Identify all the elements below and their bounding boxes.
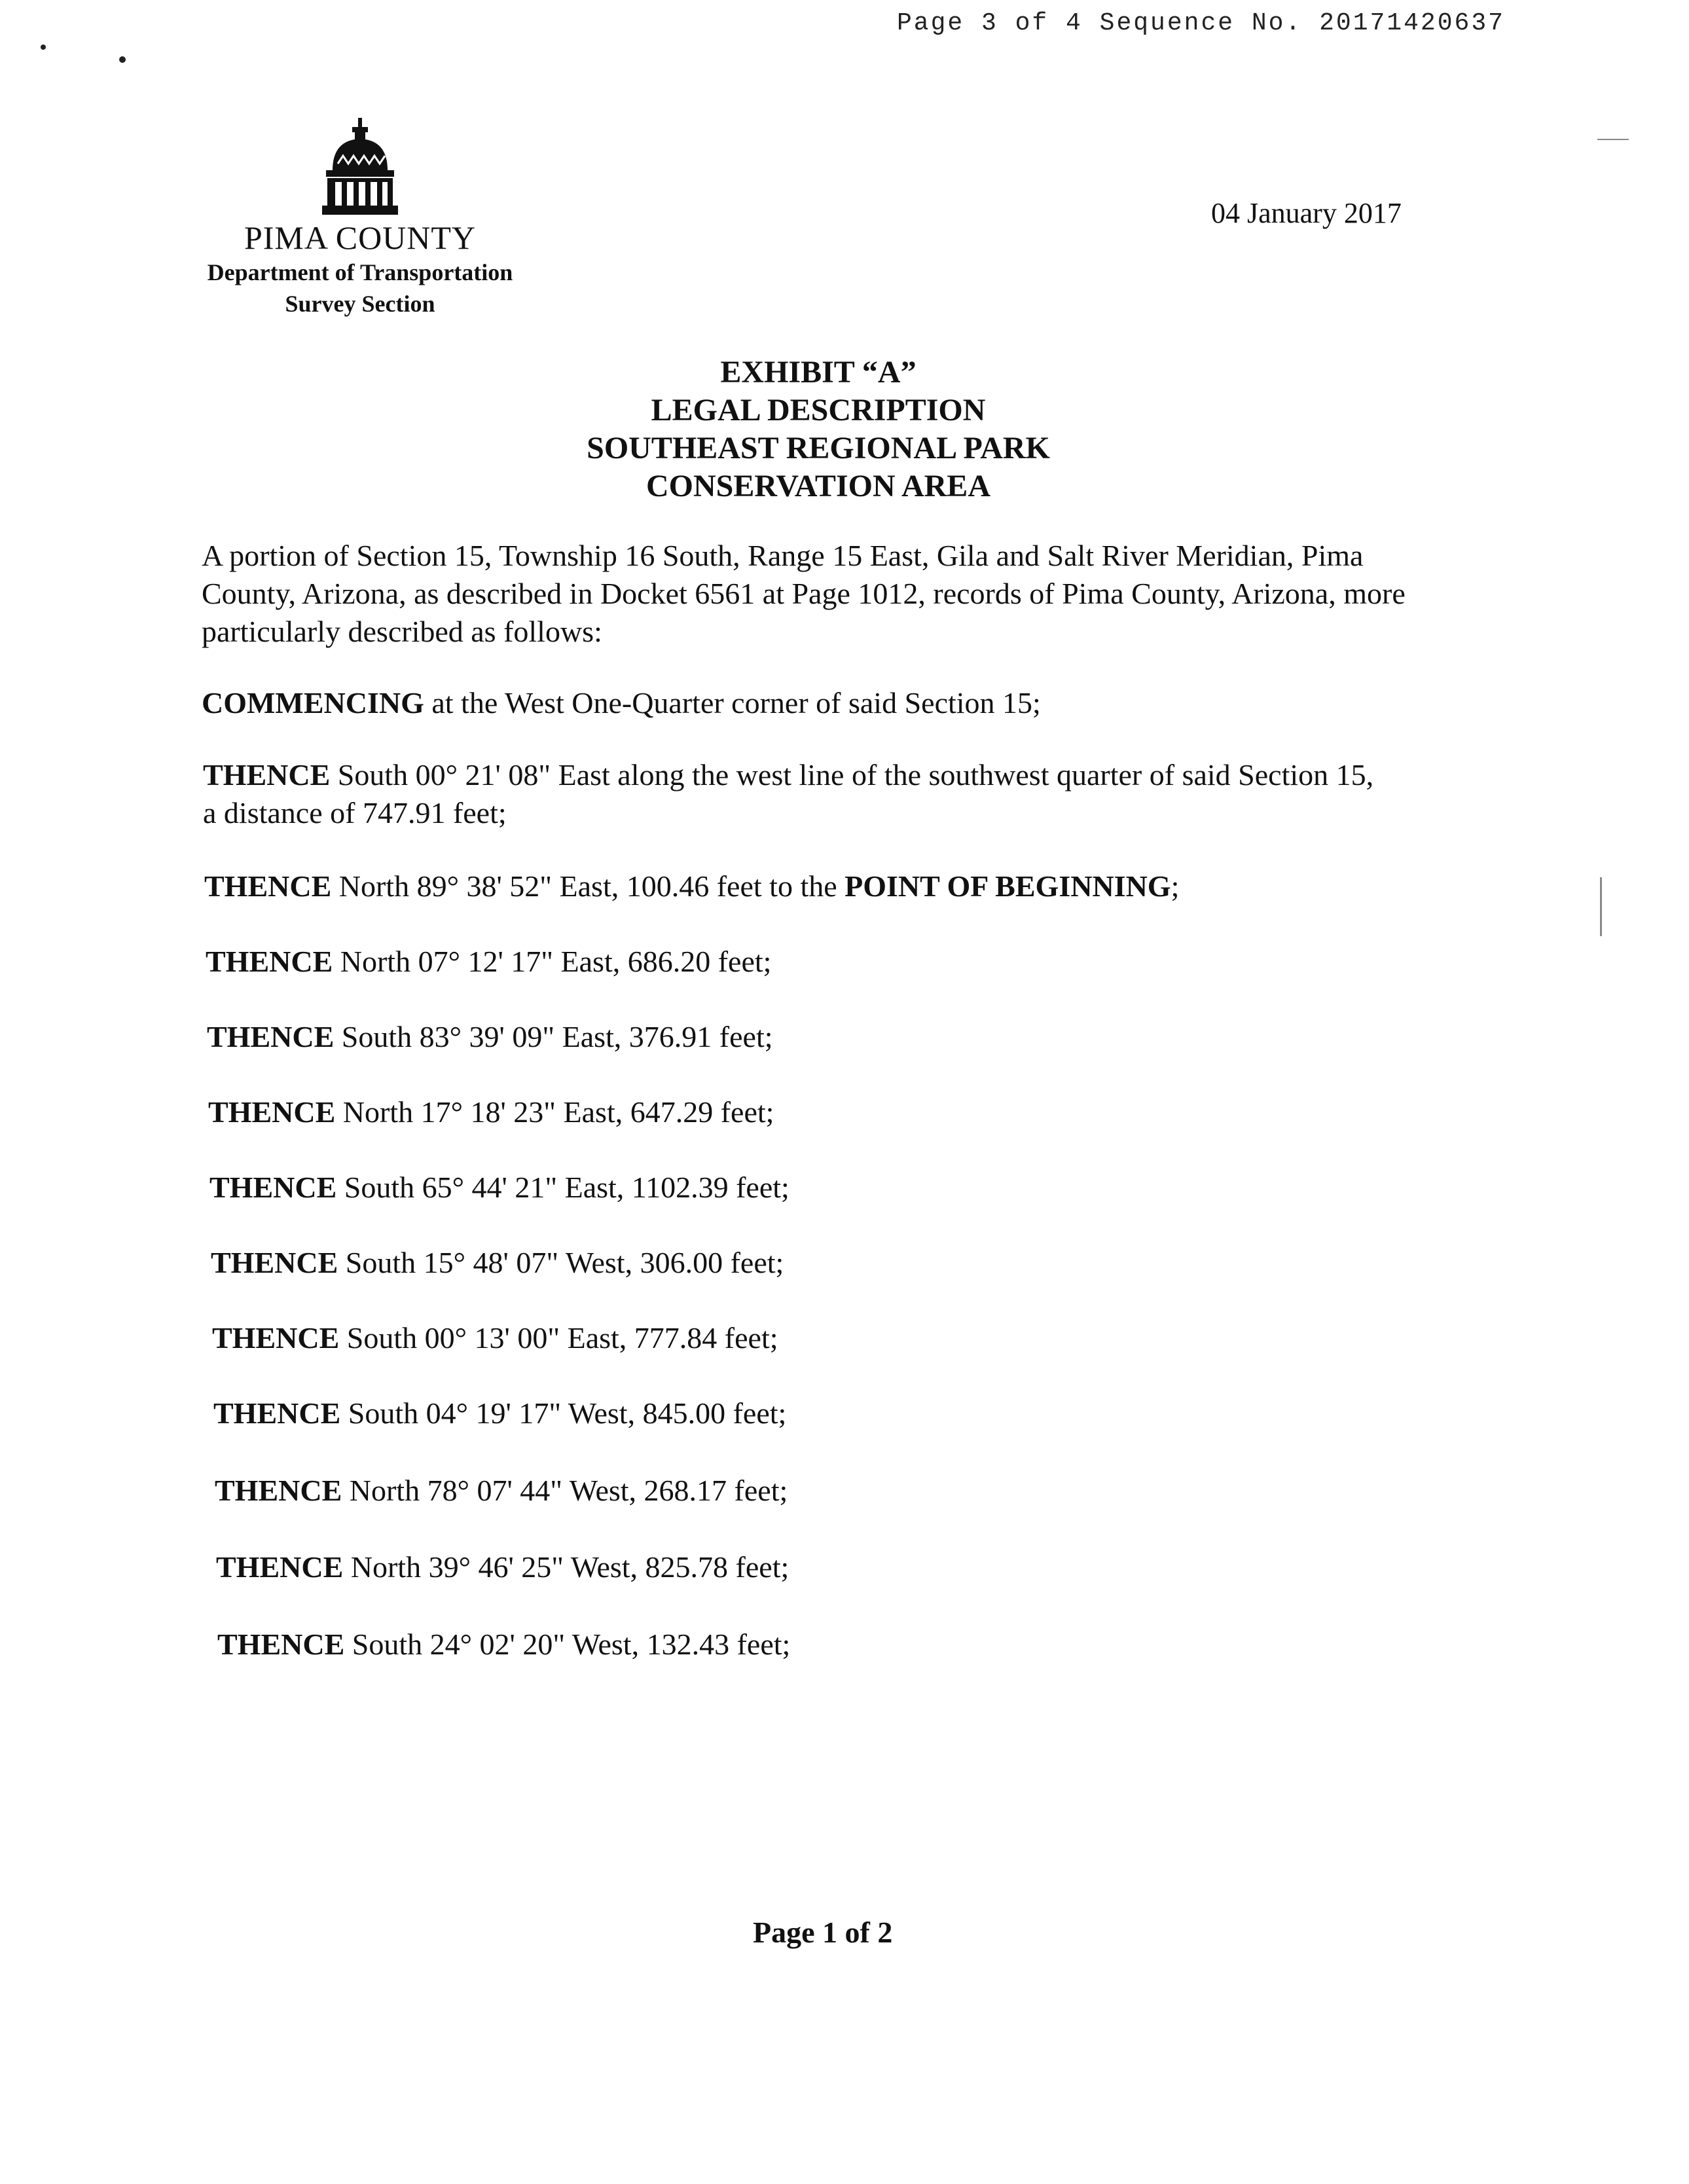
paragraph-keyword: THENCE: [204, 869, 332, 903]
paragraph-keyword: THENCE: [211, 1246, 338, 1279]
paragraph-text: North 78° 07' 44" West, 268.17 feet;: [342, 1474, 788, 1507]
paragraph-text: at the West One-Quarter corner of said Section 15;: [424, 686, 1041, 719]
title-line: EXHIBIT “A”: [720, 355, 917, 390]
title-line: CONSERVATION AREA: [646, 469, 990, 503]
title-line: SOUTHEAST REGIONAL PARK: [587, 431, 1050, 465]
paragraph-keyword: COMMENCING: [202, 686, 424, 719]
course-paragraph: [216, 1548, 789, 1586]
course-paragraph: [204, 867, 1179, 905]
paragraph-text: South 65° 44' 21" East, 1102.39 feet;: [336, 1171, 790, 1204]
paragraph-keyword: THENCE: [217, 1628, 345, 1661]
paragraph-keyword: THENCE: [215, 1474, 342, 1507]
page-sequence-stamp: Page 3 of 4 Sequence No. 20171420637: [897, 9, 1505, 37]
course-paragraph: [203, 756, 1373, 832]
paragraph-text: South 83° 39' 09" East, 376.91 feet;: [334, 1020, 773, 1053]
paragraph-keyword: THENCE: [207, 1020, 335, 1053]
paragraph-keyword: THENCE: [203, 758, 331, 792]
paragraph-text: a distance of 747.91 feet;: [203, 796, 507, 829]
section-name: Survey Section: [285, 291, 435, 317]
course-paragraph: [209, 1169, 790, 1207]
paragraph-keyword: THENCE: [216, 1550, 344, 1584]
course-paragraph: [206, 943, 771, 981]
exhibit-title: [406, 354, 1231, 505]
document-date: 04 January 2017: [1211, 197, 1402, 229]
paragraph-keyword: THENCE: [208, 1095, 336, 1129]
paragraph-keyword: THENCE: [209, 1171, 337, 1204]
paragraph-keyword: THENCE: [206, 945, 333, 978]
paragraph-text: South 24° 02' 20" West, 132.43 feet;: [344, 1628, 791, 1661]
scan-speck: [41, 45, 46, 50]
scan-speck: [119, 56, 126, 63]
course-paragraph: [208, 1093, 774, 1131]
intro-paragraph: A portion of Section 15, Township 16 South, Range 15 East, Gila and Salt River Meridian, Pima County, Arizona, as described in Docket 6561 at Page 1012, records of Pima County, Arizona, more particularly described as follows:: [202, 539, 1406, 648]
course-paragraph: [217, 1626, 790, 1664]
paragraph-keyword: THENCE: [212, 1321, 340, 1355]
commencing-paragraph: [202, 684, 1041, 722]
paragraph-text: South 00° 13' 00" East, 777.84 feet;: [339, 1321, 778, 1355]
courthouse-dome-icon: [321, 118, 399, 215]
department-name: Department of Transportation: [207, 259, 513, 285]
course-paragraph: [212, 1319, 778, 1357]
scan-speck: [1597, 139, 1629, 140]
title-line: LEGAL DESCRIPTION: [651, 393, 986, 428]
paragraph-text: South 15° 48' 07" West, 306.00 feet;: [338, 1246, 784, 1279]
paragraph-text: ;: [1171, 869, 1180, 903]
course-paragraph: [213, 1394, 786, 1432]
page-number: Page 1 of 2: [753, 1916, 893, 1949]
paragraph-text: North 07° 12' 17" East, 686.20 feet;: [333, 945, 772, 978]
point-of-beginning: POINT OF BEGINNING: [844, 869, 1171, 903]
course-paragraph: [215, 1472, 788, 1510]
course-paragraph: [207, 1018, 773, 1056]
paragraph-keyword: THENCE: [213, 1396, 341, 1430]
scan-speck: [1600, 877, 1602, 936]
paragraph-text: North 17° 18' 23" East, 647.29 feet;: [335, 1095, 774, 1129]
paragraph-text: North 89° 38' 52" East, 100.46 feet to the: [331, 869, 845, 903]
course-paragraph: [211, 1244, 784, 1282]
paragraph-text: South 04° 19' 17" West, 845.00 feet;: [340, 1396, 787, 1430]
letterhead: [177, 118, 543, 319]
paragraph-text: South 00° 21' 08" East along the west line of the southwest quarter of said Section 15,: [330, 758, 1374, 792]
paragraph-text: North 39° 46' 25" West, 825.78 feet;: [343, 1550, 790, 1584]
county-name: PIMA COUNTY: [244, 219, 477, 256]
